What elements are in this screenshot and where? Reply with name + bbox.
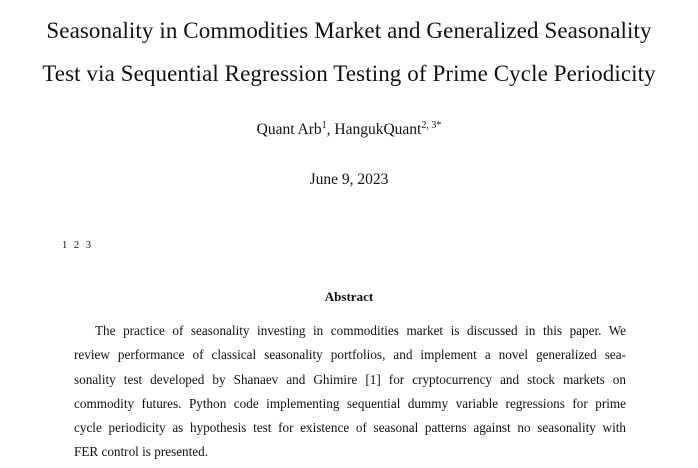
- abstract-line: commodity futures. Python code implementing sequential dummy variable regressions for prime: [74, 395, 626, 411]
- author-2-affiliation-mark: 2, 3*: [421, 120, 442, 131]
- abstract-line: cycle periodicity as hypothesis test for existence of seasonal patterns against no seasonality with: [74, 420, 626, 436]
- footnote-marks: 1 2 3: [62, 240, 93, 251]
- abstract-heading: Abstract: [324, 289, 374, 304]
- abstract-line: review performance of classical seasonality portfolios, and implement a novel generalized sea-: [74, 347, 626, 363]
- author-1-affiliation-mark: 1: [321, 120, 327, 131]
- abstract-line: The practice of seasonality investing in commodities market is discussed in this paper. We: [95, 323, 626, 338]
- author-2-name: HangukQuant: [334, 121, 422, 138]
- abstract-body: [74, 319, 626, 465]
- author-separator: ,: [326, 121, 335, 138]
- author-1-name: Quant Arb: [256, 121, 322, 138]
- abstract-line: FER control is presented.: [74, 444, 209, 460]
- abstract-line: sonality test developed by Shanaev and Ghimire [1] for cryptocurrency and stock markets on: [74, 371, 626, 387]
- paper-title-line-1: Seasonality in Commodities Market and Generalized Seasonality: [46, 18, 652, 43]
- paper-date: June 9, 2023: [309, 171, 389, 188]
- author-list: [0, 121, 698, 139]
- paper-title-line-2: Test via Sequential Regression Testing of Prime Cycle Periodicity: [42, 61, 656, 86]
